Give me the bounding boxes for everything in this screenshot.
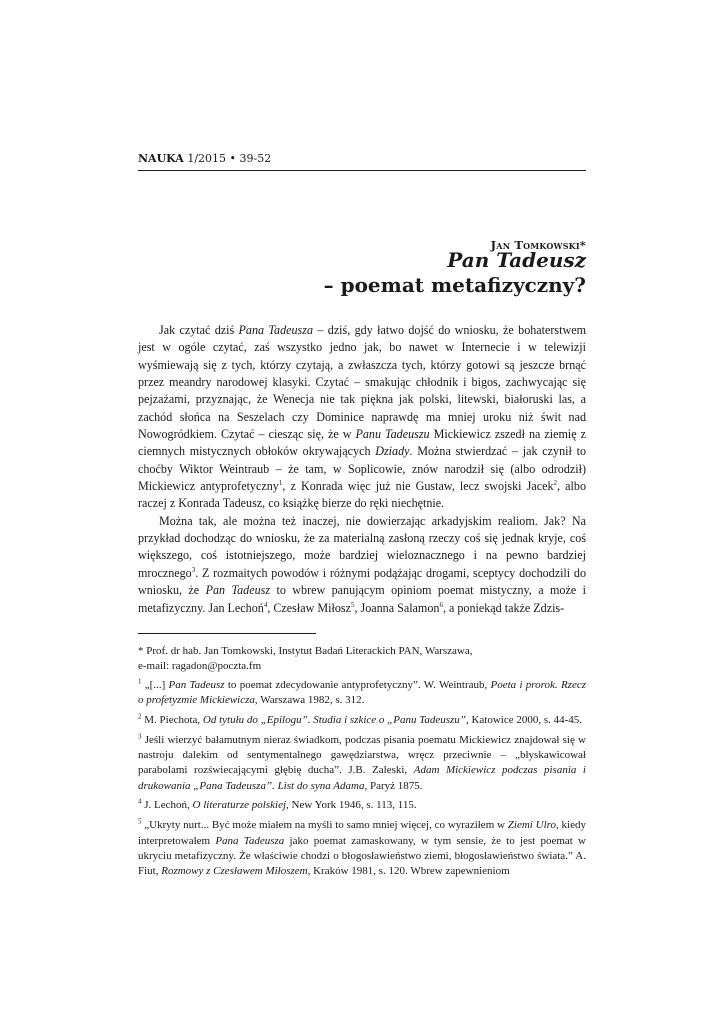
text-run: J. Lechoń, [141, 799, 193, 812]
text-run-italic: Pan Tadeusz [205, 583, 271, 598]
footnote-author [138, 644, 586, 675]
footnote-number: 3 [138, 732, 142, 741]
text-run: , Joanna Salamon [354, 600, 440, 615]
footnote-5 [138, 818, 586, 879]
footnote-ref-6[interactable]: 6 [439, 600, 443, 609]
text-run-italic: O literaturze polskiej, [192, 799, 289, 812]
paragraph-2 [138, 513, 586, 617]
text-run-italic: Pana Tadeusza [238, 323, 314, 337]
text-run-italic: Poeta i prorok. Rzecz o profetyzmie Mickiewicza [138, 678, 586, 706]
author-name: Jan Tomkowski [490, 238, 580, 252]
text-run-italic: Ziemi Ulro [507, 819, 557, 832]
text-run: M. Piechota, [141, 713, 203, 726]
text-run: , albo raczej z Konrada Tadeusz, co książkę bierze do ręki niechętnie. [138, 479, 586, 511]
footnote-number: 2 [138, 712, 142, 721]
text-run: – dziś, gdy łatwo dojść do wniosku, że bohaterstwem jest w ogóle czytać, zaś wszystko jedno jak, bo nawet w Internecie i w telewizji wyśmiewają się z tych, którzy czytają, a zwłaszcza tych, którzy gotowi są jeszcze brnąć przez meandry narodowej klasyki. Czytać – smakując chłodnik i bigos, zachwycając się pejzażami, przyznając, że Wenecja nie tak piękna jak polski, litewski, białoruski las, a zachód słońca na Seszelach czy Dominice naprawdę ma mniej uroku niż świt nad Nowogródkiem. Czytać – ciesząc się, że w [138, 323, 586, 442]
title-line-2: – poemat metafizyczny? [323, 273, 586, 297]
text-run: Można tak, ale można też inaczej, nie dowierzając arkadyjskim realiom. Jak? Na przykład dochodząc do wniosku, że za materialną zasłoną rzeczy coś się jednak kryje, coś większego, coś istotniejszego, może bardziej wieloznacznego i na pewno bardziej mrocznego [138, 513, 586, 580]
article-title [324, 248, 586, 298]
text-run: , Czesław Miłosz [267, 600, 351, 615]
footnote-number: 4 [138, 797, 142, 806]
text-run: , a poniekąd także Zdzis- [442, 600, 565, 615]
text-run: Kraków 1981, s. 120. Wbrew zapewnieniom [310, 865, 510, 878]
author-email[interactable]: e-mail: ragadon@poczta.fm [138, 660, 262, 673]
header-bullet: • [229, 152, 237, 165]
page-range: 39-52 [239, 152, 272, 165]
article-body [138, 322, 586, 617]
footnote-1 [138, 678, 586, 709]
page [138, 0, 586, 1024]
text-run-italic: Pan Tadeusz [168, 678, 225, 691]
footnote-number: 5 [138, 817, 142, 826]
footnotes [138, 644, 586, 884]
running-header [138, 152, 586, 165]
text-run: to poemat zdecydowanie antyprofetyczny”. W. Weintraub, [224, 678, 491, 691]
text-run-italic: Rozmowy z Czesławem Miłoszem, [161, 865, 311, 878]
text-run-italic: Panu Tadeuszu [355, 427, 430, 442]
text-run: „Ukryty nurt... Być może miałem na myśli to samo mniej więcej, co wyraziłem w [141, 819, 508, 832]
text-run: . Z rozmaitych powodów i różnymi podążając drogami, sceptycy dochodzili do wniosku, że [138, 565, 586, 598]
footnote-2 [138, 713, 586, 728]
text-run: , kiedy interpretowałem [138, 819, 586, 847]
journal-name: NAUKA [138, 152, 184, 165]
text-run: New York 1946, s. 113, 115. [288, 799, 417, 812]
author-footnote-mark: * [579, 238, 586, 252]
paragraph-1 [138, 322, 586, 513]
title-line-1: Pan Tadeusz [447, 248, 586, 272]
header-rule [138, 170, 586, 171]
footnote-4 [138, 798, 586, 813]
text-run-italic: Od tytułu do „Epilogu”. Studia i szkice o „Panu Tadeuszu” [202, 713, 466, 726]
text-run: , Warszawa 1982, s. 312. [254, 693, 365, 706]
text-run-italic: Pana Tadeusza [215, 834, 285, 847]
journal-issue: 1/2015 [187, 152, 227, 165]
text-run: , Katowice 2000, s. 44-45. [465, 713, 583, 726]
text-run-italic: Dziady [375, 444, 410, 459]
footnote-separator [138, 633, 316, 634]
footnote-ref-4[interactable]: 4 [263, 600, 268, 609]
author-affiliation: * Prof. dr hab. Jan Tomkowski, Instytut Badań Literackich PAN, Warszawa, [138, 645, 473, 657]
text-run: . Można stwierdzać – jak czynił to choćby Wiktor Weintraub – że tam, w Soplicowie, znów narodził się (albo odrodził) Mickiewicz antyprofetyczny [138, 444, 586, 494]
footnote-ref-2[interactable]: 2 [553, 479, 557, 488]
text-run-italic: Adam Mickiewicz podczas pisania i drukowania „Pana Tadeusza”. List do syna Adama, [138, 764, 586, 792]
text-run: Mickiewicz zszedł na ziemię z ciemnych mistycznych obłoków okrywających [138, 427, 586, 459]
footnote-ref-1[interactable]: 1 [278, 479, 283, 488]
text-run: , z Konrada więc już nie Gustaw, lecz swojski Jacek [282, 479, 554, 494]
text-run: Jeśli wierzyć bałamutnym nieraz świadkom, podczas pisania poematu Mickiewicz znajdował się w nastroju dalekim od sentymentalnego gawędziarstwa, wręcz przeciwnie – „błyskawicował parabolami rozświecającymi głębię ducha”. J.B. Zaleski, [138, 733, 586, 777]
text-run: to wbrew panującym opiniom poemat mistyczny, a może i metafizyczny. Jan Lechoń [138, 583, 586, 615]
footnote-ref-5[interactable]: 5 [350, 600, 355, 609]
footnote-number: 1 [138, 676, 142, 685]
footnote-3 [138, 733, 586, 794]
text-run: Paryż 1875. [367, 779, 423, 792]
footnote-ref-3[interactable]: 3 [191, 565, 196, 574]
text-run: „[...] [141, 678, 169, 691]
text-run: Jak czytać dziś [159, 323, 239, 337]
text-run: jako poemat zamaskowany, w tym sensie, że to jest poemat w ukryciu metafizyczny. Że właściwie chodzi o błogosławieństwo ziemi, błogosławieństwo świata.” A. Fiut, [138, 834, 586, 878]
